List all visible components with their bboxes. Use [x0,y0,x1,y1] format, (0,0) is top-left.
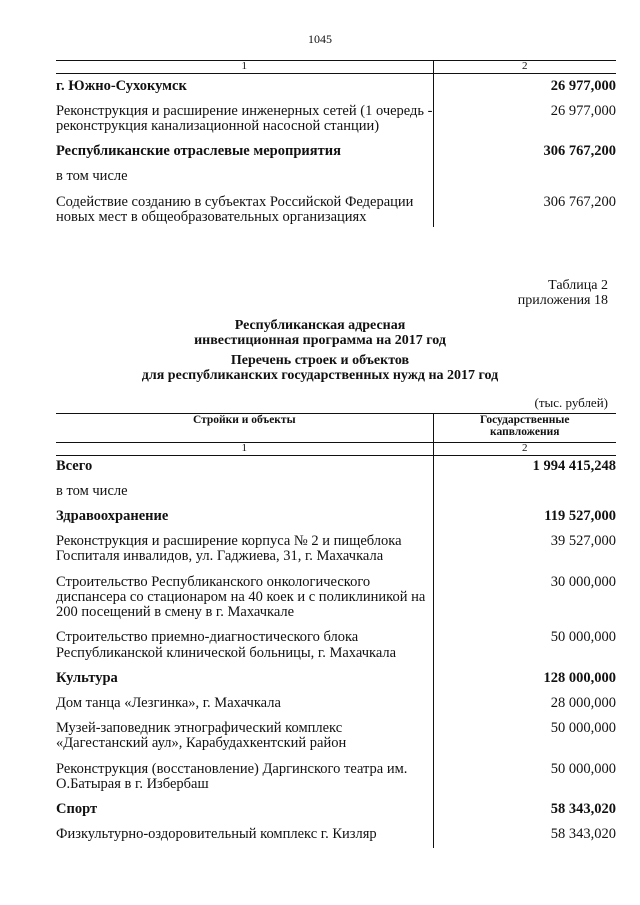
column-number-1: 1 [56,443,433,456]
row-value: 30 000,000 [433,575,616,621]
table-row [56,484,616,499]
row-value: 50 000,000 [433,630,616,660]
row-value: 306 767,200 [433,195,616,227]
row-value: 28 000,000 [433,696,616,711]
row-value: 50 000,000 [433,721,616,751]
row-value: 26 977,000 [433,73,616,94]
table-row [56,575,616,621]
row-value: 119 527,000 [433,509,616,524]
row-name: Здравоохранение [56,507,169,524]
page-number: 1045 [308,32,332,46]
units-note: (тыс. рублей) [534,395,608,410]
document-title [0,318,640,349]
column-number-2: 2 [433,61,616,74]
row-name: г. Южно-Сухокумск [56,77,187,94]
column-number-row [56,61,616,74]
row-name: Дом танца «Лезгинка», г. Махачкала [56,694,281,711]
row-value: 58 343,020 [433,802,616,817]
row-name: Реконструкция (восстановление) Даргинского театра им. О.Батырая в г. Избербаш [56,760,408,792]
row-name: Реконструкция и расширение инженерных сетей (1 очередь - реконструкция канализационной насосной станции) [56,102,433,134]
row-value: 58 343,020 [433,827,616,848]
subtitle-line-2: для республиканских государственных нужд на 2017 год [141,368,499,384]
row-name: Всего [56,457,93,474]
document-subtitle [0,353,640,384]
row-name: в том числе [56,482,128,499]
column-number-2: 2 [433,443,616,456]
table-row [56,169,616,184]
subtitle-line-1: Перечень строек и объектов [230,353,410,368]
row-value: 306 767,200 [433,144,616,159]
table-row [56,630,616,660]
title-line-2: инвестиционная программа на 2017 год [194,333,446,349]
table-row [56,534,616,564]
table-row [56,195,616,227]
row-value: 1 994 415,248 [433,455,616,474]
table-label [518,278,608,309]
row-name: Музей-заповедник этнографический комплекс «Дагестанский аул», Карабудахкентский район [56,720,347,752]
row-name: Культура [56,669,118,686]
table-row [56,762,616,792]
continuation-table [56,60,616,227]
table-row [56,671,616,686]
row-name: Строительство приемно-диагностического блока Республиканской клинической больницы, г. Махачкала [56,629,397,661]
table-row [56,509,616,524]
appendix-number: приложения 18 [517,293,608,309]
table-row [56,721,616,751]
row-value: 128 000,000 [433,671,616,686]
row-value: 39 527,000 [433,534,616,564]
row-name: Реконструкция и расширение корпуса № 2 и пищеблока Госпиталя инвалидов, ул. Гаджиева, 31, г. Махачкала [56,533,402,565]
table-row [56,827,616,848]
title-line-1: Республиканская адресная [234,318,406,333]
row-name: Республиканские отраслевые мероприятия [56,143,341,160]
row-value [433,484,616,499]
row-name: Спорт [56,801,98,818]
row-name: Физкультурно-оздоровительный комплекс г. Кизляр [56,826,377,843]
row-name: Содействие созданию в субъектах Российской Федерации новых мест в общеобразовательных организациях [56,193,414,225]
column-header-row [56,414,616,443]
table-number: Таблица 2 [548,278,608,293]
column-header-investments: Государственные капвложения [433,414,616,443]
table-row [56,104,616,134]
investment-table [56,413,616,848]
column-header-objects: Стройки и объекты [56,414,433,443]
row-name: в том числе [56,168,128,185]
row-value: 50 000,000 [433,762,616,792]
table-row [56,455,616,474]
column-number-1: 1 [56,61,433,74]
table-row [56,73,616,94]
table-row [56,144,616,159]
row-value: 26 977,000 [433,104,616,134]
row-value [433,169,616,184]
table-row [56,696,616,711]
table-row [56,802,616,817]
column-number-row [56,443,616,456]
row-name: Строительство Республиканского онкологического диспансера со стационаром на 40 коек и с поликлиникой на 200 посещений в смену в г. Махачкале [56,573,426,621]
